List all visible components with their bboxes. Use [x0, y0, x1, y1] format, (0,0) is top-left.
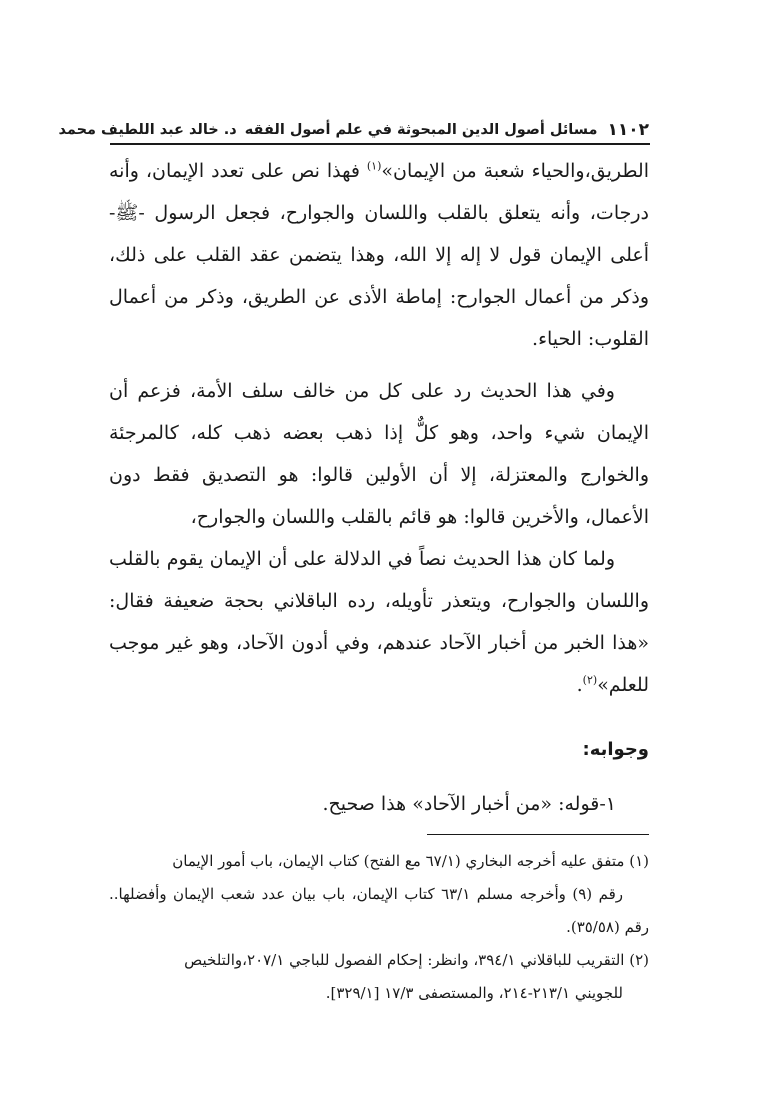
footnote-separator [427, 834, 649, 835]
footnote-ref-2: (٢) [582, 673, 598, 687]
footnote-1-first: (١) متفق عليه أخرجه البخاري (٦٧/١ مع الفتح) كتاب الإيمان، باب أمور الإيمان [172, 852, 649, 870]
header-rule [110, 143, 650, 145]
paragraph-1-quote: الطريق،والحياء شعبة من الإيمان» [381, 160, 649, 182]
page-number: ١١٠٢ [607, 120, 649, 140]
paragraph-3-text: ولما كان هذا الحديث نصاً في الدلالة على أن الإيمان يقوم بالقلب واللسان والجوارح، ويتعذر تأويله، رده الباقلاني بحجة ضعيفة فقال: «هذا الخبر من أخبار الآحاد عندهم، وفي أدون الآحاد، وهو غير موجب للعلم» [109, 548, 649, 696]
footnote-1 [109, 845, 649, 944]
footnote-2-rest: للجويني ٢١٣/١-٢١٤، والمستصفى ١٧/٣ [٣٢٩/١]. [325, 984, 623, 1002]
book-title: مسائل أصول الدين المبحوثة في علم أصول الفقه [244, 122, 598, 138]
paragraph-3-end: . [576, 674, 583, 696]
footnotes [109, 845, 649, 1010]
footnote-2 [109, 944, 649, 1010]
footnote-1-rest: رقم (٩) وأخرجه مسلم ٦٣/١ كتاب الإيمان، باب بيان عدد شعب الإيمان وأفضلها.. رقم (٣٥/٥٨). [109, 885, 649, 936]
paragraph-1 [109, 150, 649, 360]
main-text [109, 150, 649, 706]
paragraph-3 [109, 538, 649, 706]
running-header [58, 118, 649, 142]
paragraph-2: وفي هذا الحديث رد على كل من خالف سلف الأمة، فزعم أن الإيمان شيء واحد، وهو كلٌّ إذا ذهب بعضه ذهب كله، كالمرجئة والخوارج والمعتزلة، إلا أن الأولين قالوا: هو التصديق فقط دون الأعمال، والأخرين قالوا: هو قائم بالقلب واللسان والجوارح، [109, 380, 649, 528]
answer-point-1: ١-قوله: «من أخبار الآحاد» هذا صحيح. [322, 793, 616, 815]
paragraph-1-text: فهذا نص على تعدد الإيمان، وأنه درجات، وأنه يتعلق بالقلب واللسان والجوارح، فجعل الرسول -ﷺ- أعلى الإيمان قول لا إله إلا الله، وهذا يتضمن عقد القلب على ذلك، وذكر من أعمال الجوارح: إماطة الأذى عن الطريق، وذكر من أعمال القلوب: الحياء. [109, 160, 649, 350]
author-name: د. خالد عبد اللطيف محمد [58, 122, 237, 138]
footnote-ref-1: (١) [366, 159, 382, 173]
answer-heading: وجوابه: [582, 739, 649, 760]
footnote-2-first: (٢) التقريب للباقلاني ٣٩٤/١، وانظر: إحكام الفصول للباجي ٢٠٧/١،والتلخيص [184, 951, 649, 969]
